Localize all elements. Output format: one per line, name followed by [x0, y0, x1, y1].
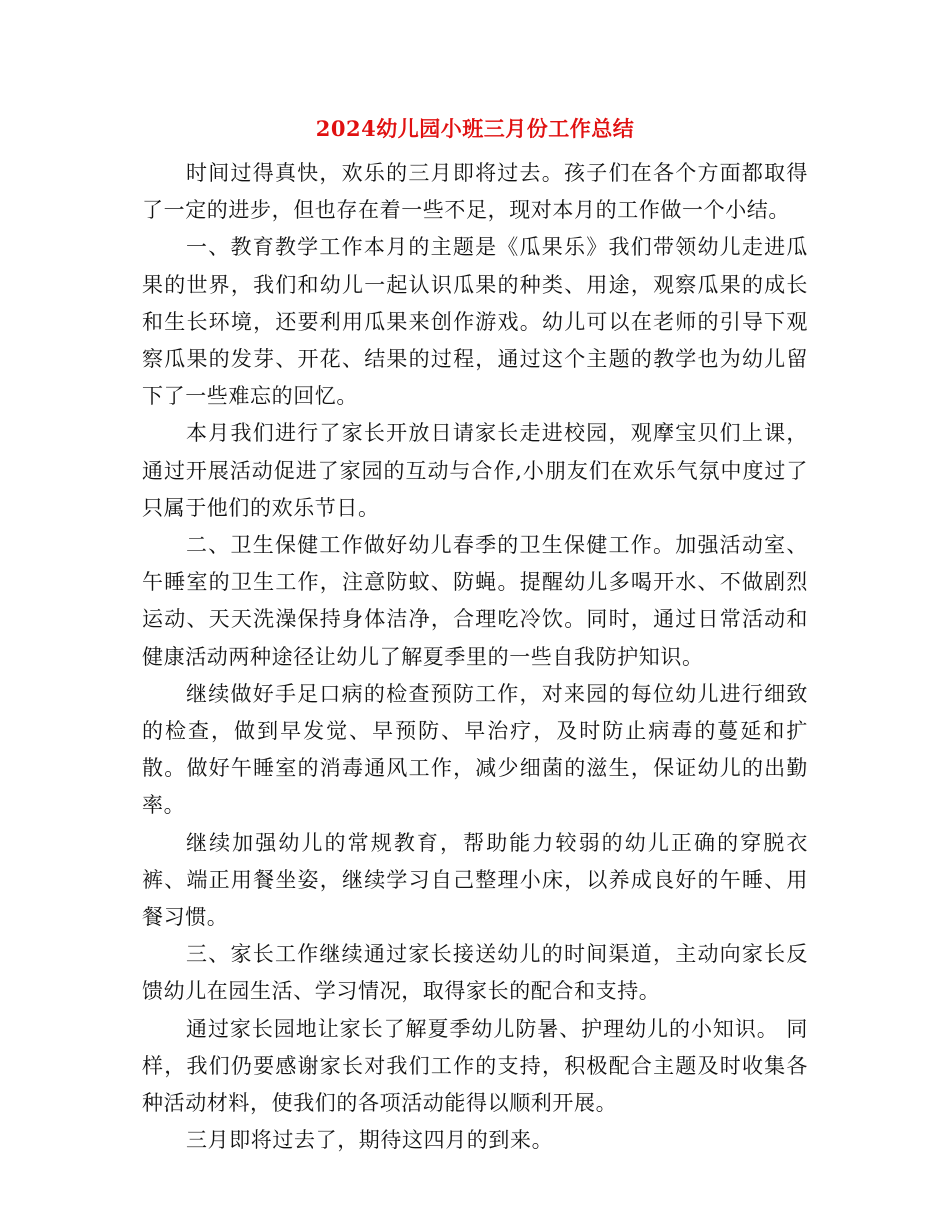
- document-body: [142, 155, 808, 1159]
- paragraph-open-day: 本月我们进行了家长开放日请家长走进校园，观摩宝贝们上课，通过开展活动促进了家园的互动与合作,小朋友们在欢乐气氛中度过了只属于他们的欢乐节日。: [142, 421, 808, 520]
- paragraph-routine-education: 继续加强幼儿的常规教育，帮助能力较弱的幼儿正确的穿脱衣裤、端正用餐坐姿，继续学习自己整理小床，以养成良好的午睡、用餐习惯。: [142, 830, 808, 930]
- paragraph-teaching: 一、教育教学工作本月的主题是《瓜果乐》我们带领幼儿走进瓜果的世界，我们和幼儿一起认识瓜果的种类、用途，观察瓜果的成长和生长环境，还要利用瓜果来创作游戏。幼儿可以在老师的引导下观察瓜果的发芽、开花、结果的过程，通过这个主题的教学也为幼儿留下了一些难忘的回忆。: [142, 235, 808, 409]
- paragraph-intro: 时间过得真快，欢乐的三月即将过去。孩子们在各个方面都取得了一定的进步，但也存在着一些不足，现对本月的工作做一个小结。: [142, 161, 808, 223]
- paragraph-parent-work: 三、家长工作继续通过家长接送幼儿的时间渠道，主动向家长反馈幼儿在园生活、学习情况，取得家长的配合和支持。: [142, 942, 808, 1004]
- document-title: 2024幼儿园小班三月份工作总结: [315, 116, 635, 141]
- paragraph-closing: 三月即将过去了，期待这四月的到来。: [186, 1128, 554, 1153]
- paragraph-parent-corner: 通过家长园地让家长了解夏季幼儿防暑、护理幼儿的小知识。 同样，我们仍要感谢家长对我们工作的支持，积极配合主题及时收集各种活动材料，使我们的各项活动能得以顺利开展。: [142, 1016, 808, 1116]
- paragraph-health-care: 二、卫生保健工作做好幼儿春季的卫生保健工作。加强活动室、午睡室的卫生工作，注意防蚊、防蝇。提醒幼儿多喝开水、不做剧烈运动、天天洗澡保持身体洁净，合理吃冷饮。同时，通过日常活动和健康活动两种途径让幼儿了解夏季里的一些自我防护知识。: [142, 533, 808, 669]
- paragraph-disease-prevention: 继续做好手足口病的检查预防工作，对来园的每位幼儿进行细致的检查，做到早发觉、早预防、早治疗，及时防止病毒的蔓延和扩散。做好午睡室的消毒通风工作，减少细菌的滋生，保证幼儿的出勤率。: [142, 681, 808, 818]
